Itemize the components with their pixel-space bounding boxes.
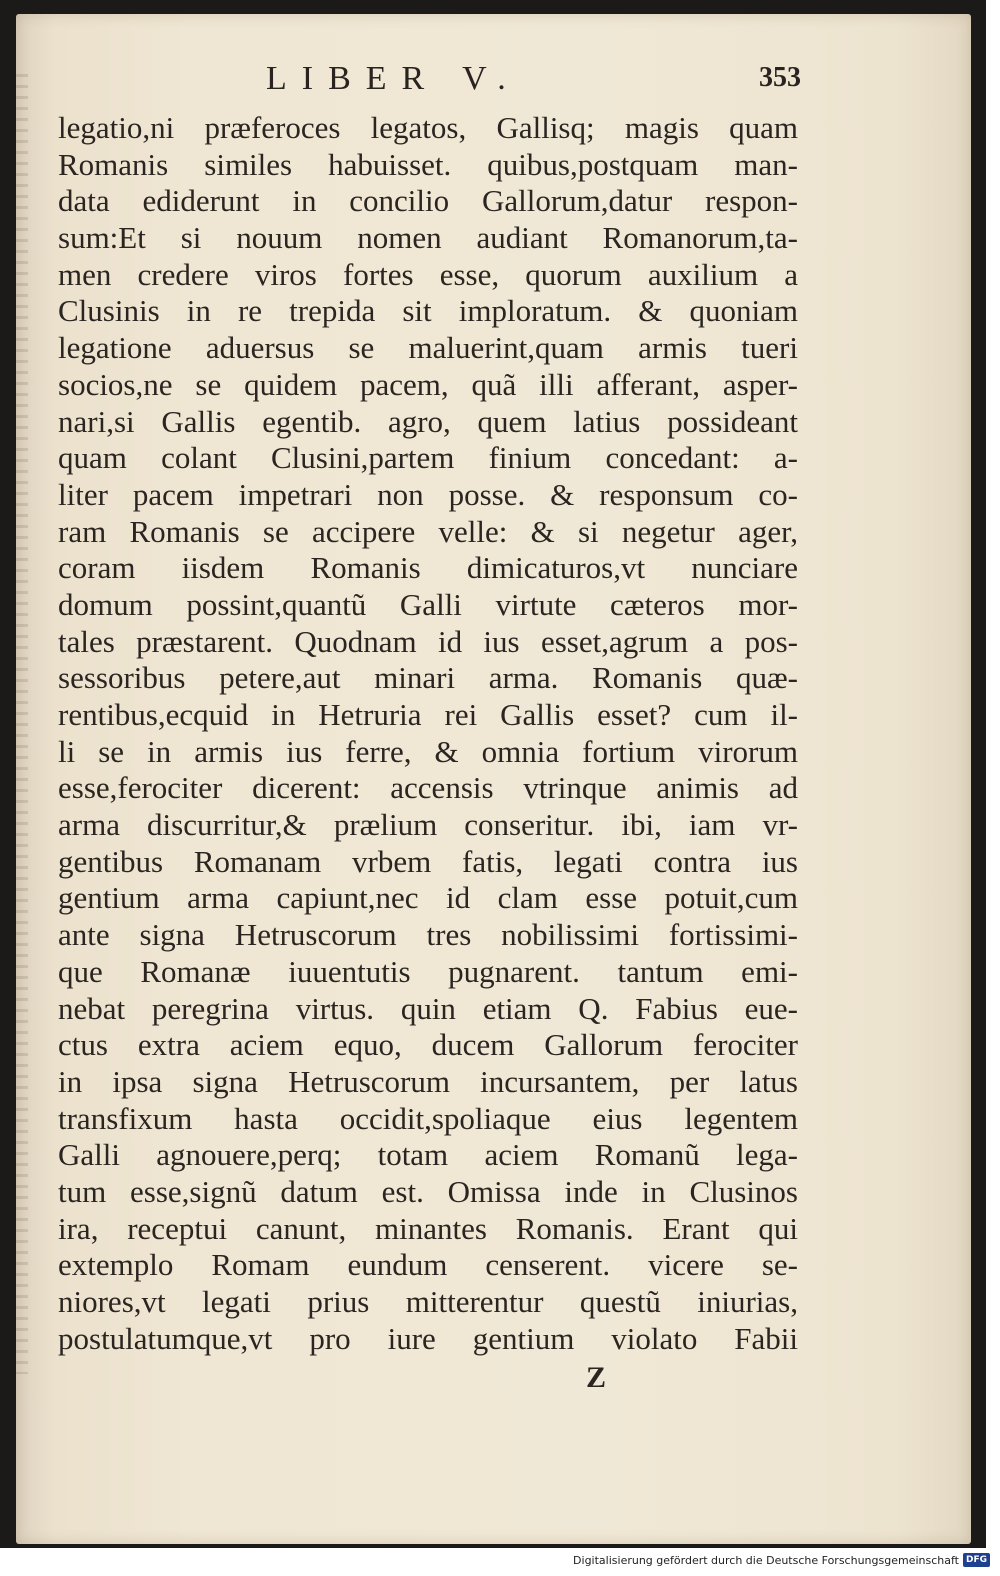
text-line: sum:Et si nouum nomen audiant Romanorum,ta- bbox=[58, 220, 798, 256]
text-line: sessoribus petere,aut minari arma. Romanis quæ- bbox=[58, 660, 798, 696]
text-line: nari,si Gallis egentib. agro, quem latius possideant bbox=[58, 403, 798, 439]
running-head bbox=[16, 60, 971, 100]
text-line: que Romanæ iuuentutis pugnarent. tantum emi- bbox=[58, 953, 798, 989]
text-line: Galli agnouere,perq; totam aciem Romanũ lega- bbox=[58, 1137, 798, 1173]
text-line: postulatumque,vt pro iure gentium violato Fabii bbox=[58, 1320, 798, 1356]
book-page bbox=[16, 14, 971, 1544]
text-line: gentibus Romanam vrbem fatis, legati contra ius bbox=[58, 843, 798, 879]
body-text bbox=[58, 110, 798, 1357]
text-line: extemplo Romam eundum censerent. vicere se- bbox=[58, 1247, 798, 1283]
text-line: data ediderunt in concilio Gallorum,datur respon- bbox=[58, 183, 798, 219]
text-line: transfixum hasta occidit,spoliaque eius legentem bbox=[58, 1100, 798, 1136]
book-title: LIBER V. bbox=[266, 60, 521, 97]
funding-credit: Digitalisierung gefördert durch die Deutsche Forschungsgemeinschaft bbox=[573, 1553, 959, 1567]
text-line: tales præstarent. Quodnam id ius esset,agrum a pos- bbox=[58, 623, 798, 659]
text-line: liter pacem impetrari non posse. & responsum co- bbox=[58, 476, 798, 512]
text-line: li se in armis ius ferre, & omnia fortium virorum bbox=[58, 733, 798, 769]
text-line: gentium arma capiunt,nec id clam esse potuit,cum bbox=[58, 880, 798, 916]
text-line: arma discurritur,& prælium conseritur. ibi, iam vr- bbox=[58, 807, 798, 843]
text-line: niores,vt legati prius mitterentur questũ iniurias, bbox=[58, 1284, 798, 1319]
page-number: 353 bbox=[759, 62, 801, 93]
text-line: rentibus,ecquid in Hetruria rei Gallis esset? cum il- bbox=[58, 697, 798, 732]
text-line: Romanis similes habuisset. quibus,postquam man- bbox=[58, 146, 798, 182]
text-line: ira, receptui canunt, minantes Romanis. Erant qui bbox=[58, 1210, 798, 1246]
text-line: tum esse,signũ datum est. Omissa inde in Clusinos bbox=[58, 1173, 798, 1209]
text-line: in ipsa signa Hetruscorum incursantem, per latus bbox=[58, 1063, 798, 1099]
text-line: domum possint,quantũ Galli virtute cæteros mor- bbox=[58, 586, 798, 622]
signature-mark: Z bbox=[586, 1361, 607, 1394]
text-line: socios,ne se quidem pacem, quã illi afferant, asper- bbox=[58, 366, 798, 402]
text-line: ctus extra aciem equo, ducem Gallorum ferociter bbox=[58, 1027, 798, 1063]
text-line: quam colant Clusini,partem finium concedant: a- bbox=[58, 440, 798, 476]
text-line: legatione aduersus se maluerint,quam armis tueri bbox=[58, 330, 798, 366]
text-line: Clusinis in re trepida sit imploratum. & quoniam bbox=[58, 293, 798, 329]
text-line: esse,ferociter dicerent: accensis vtrinque animis ad bbox=[58, 770, 798, 806]
footer-credit bbox=[573, 1553, 990, 1567]
dfg-logo: DFG bbox=[963, 1553, 990, 1567]
text-line: nebat peregrina virtus. quin etiam Q. Fabius eue- bbox=[58, 990, 798, 1026]
text-line: coram iisdem Romanis dimicaturos,vt nunciare bbox=[58, 550, 798, 586]
text-line: ante signa Hetruscorum tres nobilissimi fortissimi- bbox=[58, 917, 798, 953]
text-line: ram Romanis se accipere velle: & si negetur ager, bbox=[58, 513, 798, 549]
binding-gutter bbox=[16, 74, 28, 1374]
text-line: men credere viros fortes esse, quorum auxilium a bbox=[58, 256, 798, 292]
text-line: legatio,ni præferoces legatos, Gallisq; magis quam bbox=[58, 110, 798, 145]
